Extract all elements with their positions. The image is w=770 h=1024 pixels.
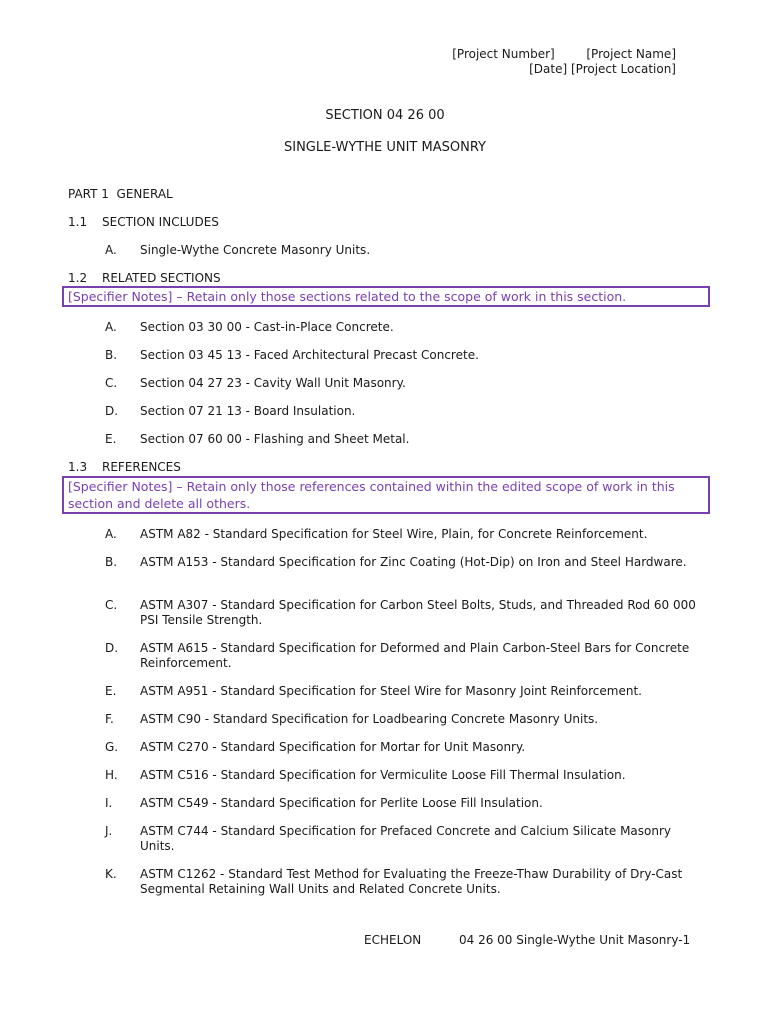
item-text: Section 07 21 13 - Board Insulation. (140, 404, 356, 418)
item-letter: I. (105, 796, 113, 810)
item-text: ASTM A153 - Standard Specification for Zinc Coating (Hot-Dip) on Iron and Steel Hardware. (140, 555, 687, 569)
item-letter: A. (105, 320, 117, 334)
section-number: SECTION 04 26 00 (325, 108, 445, 123)
item-text: Section 04 27 23 - Cavity Wall Unit Masonry. (140, 376, 406, 390)
item-letter: C. (105, 598, 118, 612)
project-name: [Project Name] (586, 47, 676, 61)
item-text: Section 03 45 13 - Faced Architectural Precast Concrete. (140, 348, 479, 362)
article-heading (68, 460, 181, 474)
item-text: ASTM A307 - Standard Specification for Carbon Steel Bolts, Studs, and Threaded Rod 60 000 PSI Tensile Strength. (140, 598, 696, 627)
article-number: 1.3 (68, 460, 88, 474)
specifier-note: [Specifier Notes] – Retain only those sections related to the scope of work in this section. (62, 286, 710, 307)
item-letter: B. (105, 555, 118, 569)
article-heading (68, 215, 219, 229)
footer-page-label: 04 26 00 Single-Wythe Unit Masonry-1 (459, 933, 691, 947)
article-heading (68, 271, 221, 285)
item-text: Single-Wythe Concrete Masonry Units. (140, 243, 371, 257)
part-heading: PART 1 GENERAL (68, 187, 173, 201)
item-letter: J. (105, 824, 113, 838)
project-number: [Project Number] (452, 47, 555, 61)
item-letter: B. (105, 348, 118, 362)
item-text: ASTM C744 - Standard Specification for Prefaced Concrete and Calcium Silicate Masonry Units. (140, 824, 672, 853)
article-title: RELATED SECTIONS (102, 271, 221, 285)
item-text: ASTM A82 - Standard Specification for Steel Wire, Plain, for Concrete Reinforcement. (140, 527, 648, 541)
article-number: 1.2 (68, 271, 88, 285)
item-text: ASTM C549 - Standard Specification for Perlite Loose Fill Insulation. (140, 796, 543, 810)
item-letter: C. (105, 376, 118, 390)
project-location: [Project Location] (571, 62, 676, 76)
article-number: 1.1 (68, 215, 88, 229)
item-text: Section 07 60 00 - Flashing and Sheet Metal. (140, 432, 410, 446)
article-title: REFERENCES (102, 460, 181, 474)
article-title: SECTION INCLUDES (102, 215, 219, 229)
item-letter: E. (105, 684, 117, 698)
item-letter: K. (105, 867, 117, 881)
document-header (452, 47, 676, 77)
item-letter: D. (105, 404, 119, 418)
item-letter: G. (105, 740, 119, 754)
item-text: ASTM C1262 - Standard Test Method for Evaluating the Freeze-Thaw Durability of Dry-Cast Segmental Retaining Wall Units and Related Concrete Units. (140, 867, 683, 896)
item-text: ASTM C516 - Standard Specification for Vermiculite Loose Fill Thermal Insulation. (140, 768, 626, 782)
section-title: SINGLE-WYTHE UNIT MASONRY (284, 140, 486, 155)
item-text: Section 03 30 00 - Cast-in-Place Concrete. (140, 320, 394, 334)
item-letter: F. (105, 712, 114, 726)
item-letter: A. (105, 527, 117, 541)
project-date: [Date] (529, 62, 568, 76)
item-text: ASTM C90 - Standard Specification for Loadbearing Concrete Masonry Units. (140, 712, 599, 726)
specifier-note: [Specifier Notes] – Retain only those references contained within the edited scope of work in this section and delete all others. (62, 476, 710, 514)
item-letter: E. (105, 432, 117, 446)
item-text: ASTM C270 - Standard Specification for Mortar for Unit Masonry. (140, 740, 526, 754)
footer-company: ECHELON (364, 933, 422, 947)
item-text: ASTM A615 - Standard Specification for Deformed and Plain Carbon-Steel Bars for Concrete Reinforcement. (140, 641, 690, 670)
item-letter: A. (105, 243, 117, 257)
item-letter: H. (105, 768, 118, 782)
item-letter: D. (105, 641, 119, 655)
item-text: ASTM A951 - Standard Specification for Steel Wire for Masonry Joint Reinforcement. (140, 684, 642, 698)
